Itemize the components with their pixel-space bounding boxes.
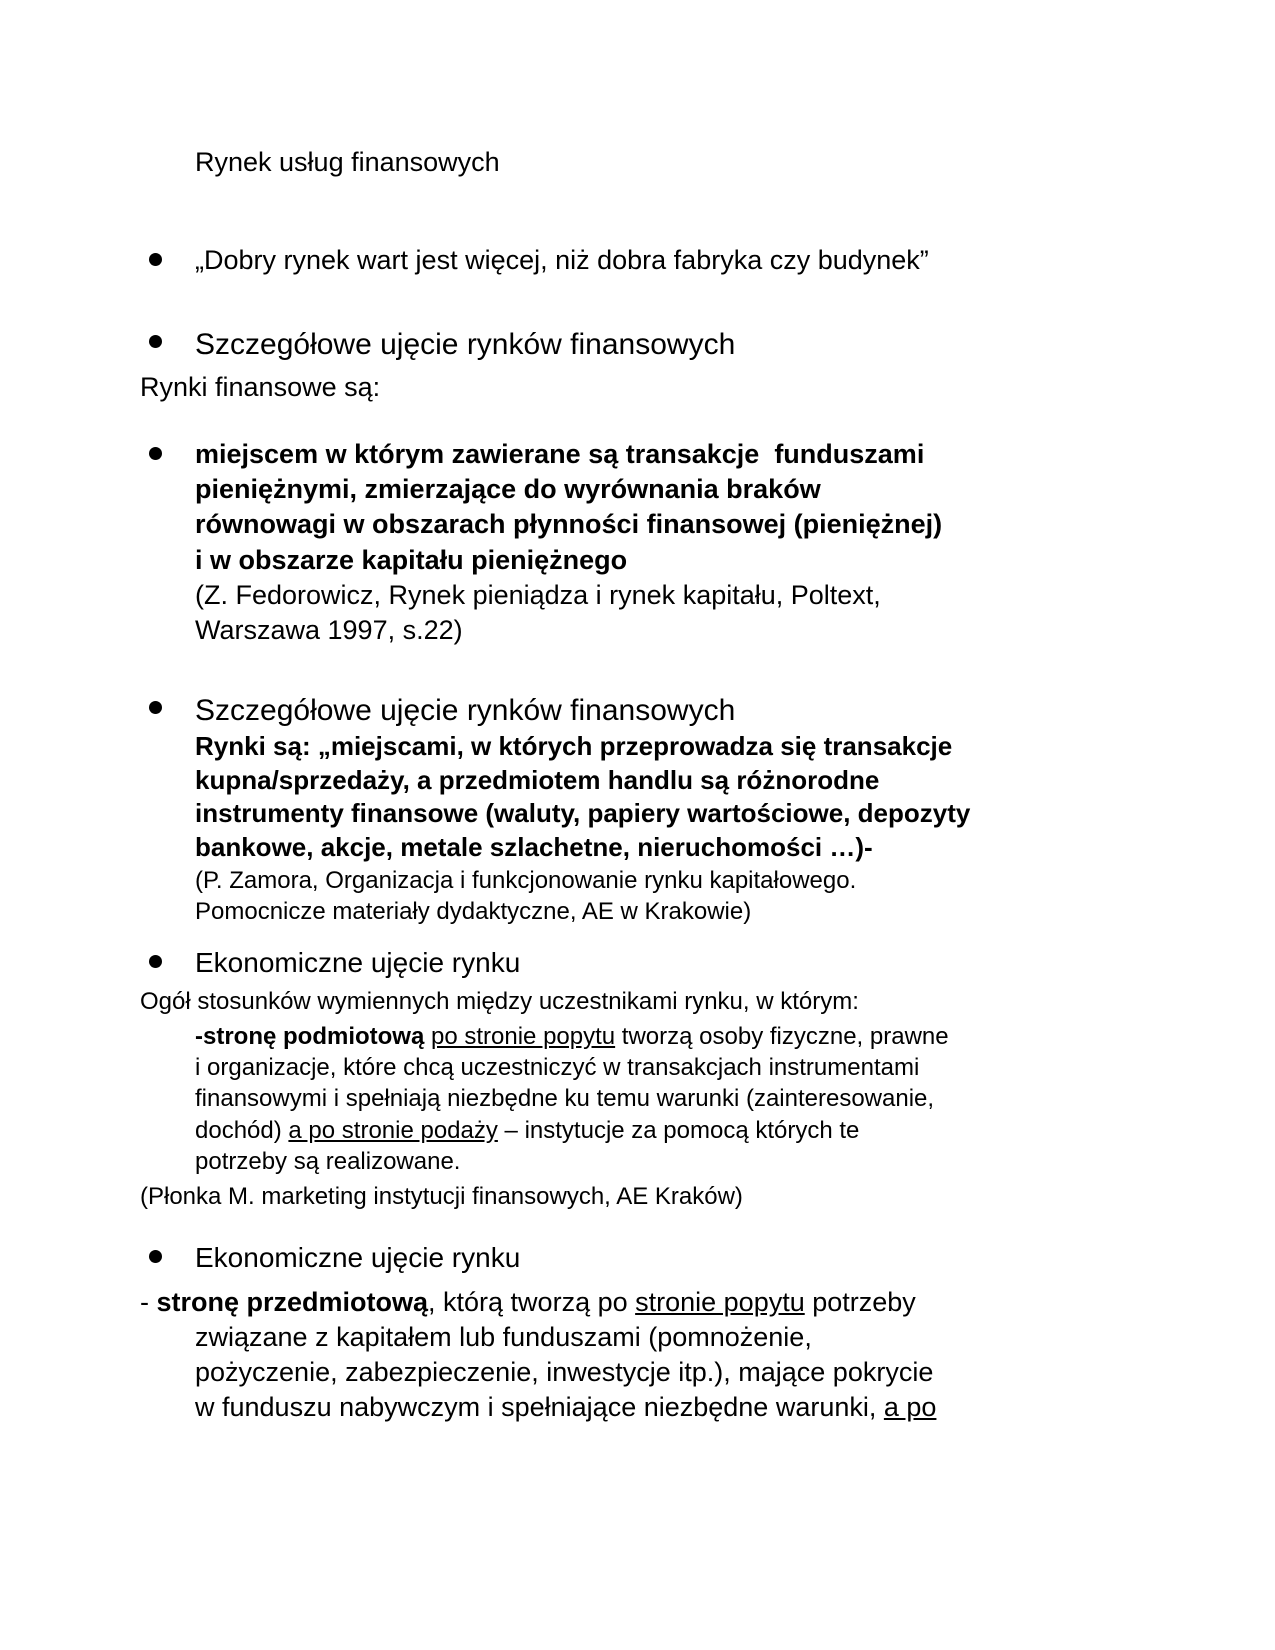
text-line <box>140 986 1175 1017</box>
text-line <box>195 1355 1175 1390</box>
text-line <box>195 507 1175 542</box>
text-line <box>195 243 1175 278</box>
bold-text-run: kupna/sprzedaży, a przedmiotem handlu są różnorodne <box>195 764 880 795</box>
text-line <box>195 730 1175 764</box>
paragraph-block <box>140 1285 1175 1425</box>
text-line <box>195 613 1175 648</box>
bold-text-run: miejscem w którym zawierane są transakcje funduszami <box>195 439 925 470</box>
page-title: Rynek usług finansowych <box>195 147 500 177</box>
text-run: Ekonomiczne ujęcie rynku <box>195 947 521 979</box>
text-run: - <box>140 1286 157 1317</box>
text-run: – instytucje za pomocą których te <box>497 1116 860 1144</box>
text-run: Rynki finansowe są: <box>140 372 381 403</box>
text-run: pożyczenie, zabezpieczenie, inwestycje itp.), mające pokrycie <box>195 1356 934 1387</box>
bold-text-run: Rynki są: „miejscami, w których przeprowadza się transakcje <box>195 730 953 761</box>
text-line <box>195 437 1175 472</box>
text-run: potrzeby są realizowane. <box>195 1147 461 1175</box>
text-run: Szczegółowe ujęcie rynków finansowych <box>195 693 736 727</box>
text-line <box>195 1146 1175 1177</box>
bullet-content <box>195 1240 1175 1276</box>
bullet-item <box>140 325 1175 364</box>
bullet-marker <box>140 1240 195 1276</box>
text-line <box>195 1083 1175 1114</box>
bullet-item <box>140 691 1175 928</box>
bold-text-run: równowagi w obszarach płynności finansowej (pieniężnej) <box>195 509 943 540</box>
text-line <box>195 865 1175 896</box>
text-line <box>195 691 1175 730</box>
text-run: „Dobry rynek wart jest więcej, niż dobra fabryka czy budynek” <box>195 245 929 276</box>
text-line <box>195 543 1175 578</box>
bullet-item <box>140 945 1175 981</box>
bullet-marker <box>140 325 195 364</box>
bullet-content <box>195 691 1175 928</box>
underlined-text-run: a po <box>883 1391 937 1422</box>
text-line <box>195 472 1175 507</box>
bullet-content <box>195 243 1175 278</box>
text-run: związane z kapitałem lub funduszami (pomnożenie, <box>195 1321 812 1352</box>
bullet-marker <box>140 243 195 278</box>
text-line <box>195 325 1175 364</box>
bullet-content <box>195 945 1175 981</box>
text-run: , którą tworzą po <box>428 1286 636 1317</box>
text-run: Ogół stosunków wymiennych między uczestnikami rynku, w którym: <box>140 987 859 1015</box>
paragraph-block <box>195 1021 1175 1177</box>
text-run: Ekonomiczne ujęcie rynku <box>195 1242 521 1274</box>
text-line <box>195 797 1175 831</box>
text-run: Szczegółowe ujęcie rynków finansowych <box>195 328 736 362</box>
text-run: Pomocnicze materiały dydaktyczne, AE w Krakowie) <box>195 898 752 926</box>
text-line <box>195 1021 1175 1052</box>
text-run: dochód) <box>195 1116 289 1144</box>
text-run: tworzą osoby fizyczne, prawne <box>615 1022 949 1050</box>
bullet-item <box>140 1240 1175 1276</box>
text-line <box>195 831 1175 865</box>
text-line <box>195 764 1175 798</box>
paragraph-block <box>140 370 1175 405</box>
bold-text-run: bankowe, akcje, metale szlachetne, nieruchomości …)- <box>195 832 873 863</box>
bullet-marker <box>140 437 195 648</box>
bullet-content <box>195 325 1175 364</box>
text-run: Warszawa 1997, s.22) <box>195 614 463 645</box>
bullet-item <box>140 437 1175 648</box>
bold-text-run: pieniężnymi, zmierzające do wyrównania braków <box>195 474 821 505</box>
bullet-content <box>195 437 1175 648</box>
bold-text-run: instrumenty finansowe (waluty, papiery wartościowe, depozyty <box>195 798 971 829</box>
text-line <box>195 578 1175 613</box>
bold-text-run: stronę przedmiotową <box>156 1286 429 1317</box>
document-body <box>140 243 1175 1425</box>
text-run: w funduszu nabywczym i spełniające niezbędne warunki, <box>195 1391 884 1422</box>
text-line <box>195 1390 1175 1425</box>
text-line <box>140 1285 1175 1320</box>
text-run: finansowymi i spełniają niezbędne ku temu warunki (zainteresowanie, <box>195 1085 935 1113</box>
text-run: (Z. Fedorowicz, Rynek pieniądza i rynek kapitału, Poltext, <box>195 579 881 610</box>
underlined-text-run: stronie popytu <box>635 1286 805 1317</box>
text-run: potrzeby <box>804 1286 916 1317</box>
bullet-marker <box>140 691 195 928</box>
text-run: i organizacje, które chcą uczestniczyć w transakcjach instrumentami <box>195 1054 920 1082</box>
underlined-text-run: a po stronie podaży <box>288 1116 498 1144</box>
text-line <box>140 370 1175 405</box>
paragraph-block <box>140 1181 1175 1212</box>
paragraph-block <box>140 986 1175 1017</box>
bullet-item <box>140 243 1175 278</box>
text-line <box>195 1320 1175 1355</box>
text-line <box>195 896 1175 927</box>
text-line <box>195 945 1175 981</box>
text-line <box>195 1240 1175 1276</box>
bold-text-run: -stronę podmiotową <box>195 1022 431 1050</box>
text-line <box>195 1115 1175 1146</box>
text-run: (Płonka M. marketing instytucji finansowych, AE Kraków) <box>140 1182 743 1210</box>
text-line <box>140 1181 1175 1212</box>
bullet-marker <box>140 945 195 981</box>
text-run: (P. Zamora, Organizacja i funkcjonowanie rynku kapitałowego. <box>195 867 857 895</box>
text-line <box>195 1052 1175 1083</box>
bold-text-run: i w obszarze kapitału pieniężnego <box>195 544 628 575</box>
underlined-text-run: po stronie popytu <box>431 1022 616 1050</box>
